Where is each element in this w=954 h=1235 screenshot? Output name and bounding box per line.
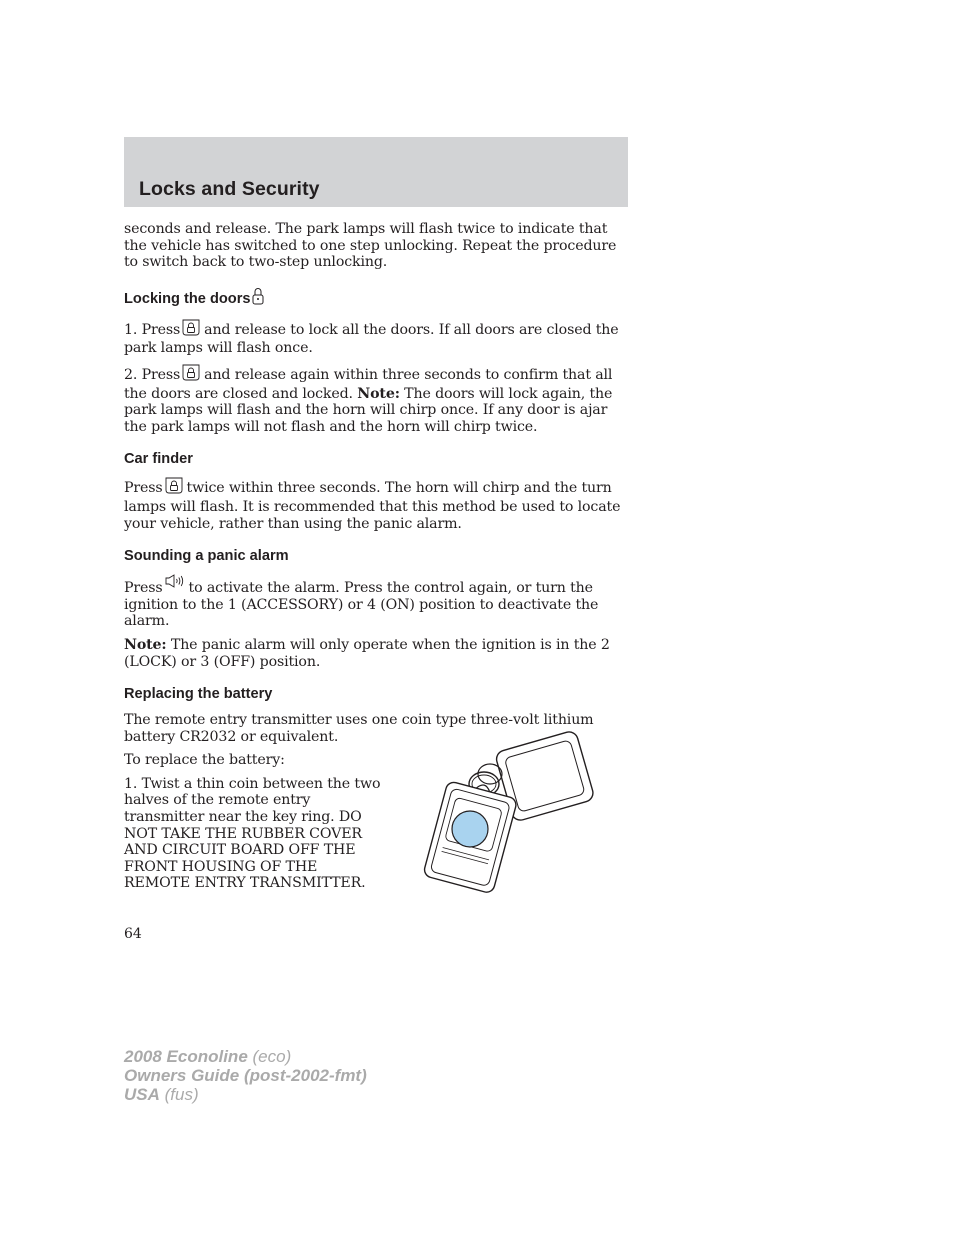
keyfob-illustration (423, 726, 603, 900)
panic-text: to activate the alarm. Press the control again, or turn the ignition to the 1 (ACCESSORY) or 4 (ON) position to deactivate the alarm. (124, 580, 599, 630)
footer-line-1 (124, 1047, 367, 1066)
locking-step-2-prefix: 2. Press (124, 366, 181, 383)
car-finder-text: twice within three seconds. The horn will chirp and the turn lamps will flash. It is recommended that this method be used to locate your vehicle, rather than using the panic alarm. (124, 480, 621, 532)
panic-horn-icon (165, 574, 185, 593)
panic-prefix: Press (124, 580, 163, 597)
footer-model: 2008 Econoline (124, 1047, 248, 1066)
panic-note-label: Note: (124, 636, 167, 653)
locking-step-1-text: and release to lock all the doors. If all doors are closed the park lamps will flash once. (124, 321, 619, 357)
heading-car-finder: Car finder (124, 451, 193, 468)
locking-step-2-text: and release again within three seconds to confirm that all the doors are closed and locked. (124, 366, 613, 402)
footer-market-code: (fus) (164, 1085, 199, 1104)
heading-panic-alarm: Sounding a panic alarm (124, 548, 289, 565)
footer-market: USA (124, 1085, 160, 1104)
battery-paragraph-1: The remote entry transmitter uses one coin type three-volt lithium battery CR2032 or equivalent. (124, 712, 594, 745)
footer-guide: Owners Guide (post-2002-fmt) (124, 1066, 367, 1085)
panic-note-text: The panic alarm will only operate when the ignition is in the 2 (LOCK) or 3 (OFF) position. (124, 636, 610, 670)
lock-icon (252, 287, 264, 310)
heading-locking-doors (124, 287, 628, 310)
footer-model-code: (eco) (252, 1047, 292, 1066)
lock-icon (182, 319, 200, 341)
locking-note-text: The doors will lock again, the park lamps will flash and the horn will chirp once. If any door is ajar the park lamps will not flash and the horn will chirp twice. (124, 385, 613, 435)
lock-icon (165, 477, 183, 499)
locking-step-1-prefix: 1. Press (124, 321, 181, 338)
section-header-band (124, 137, 628, 207)
intro-paragraph: seconds and release. The park lamps will flash twice to indicate that the vehicle has switched to one step unlocking. Repeat the procedure to switch back to two-step unlocking. (124, 221, 617, 271)
section-title: Locks and Security (139, 178, 320, 200)
footer-line-3 (124, 1085, 367, 1104)
footer-line-2 (124, 1066, 367, 1085)
locking-note-label: Note: (357, 385, 400, 402)
car-finder-prefix: Press (124, 480, 163, 497)
battery-paragraph-2: To replace the battery: (124, 752, 285, 769)
heading-locking-doors-text: Locking the doors (124, 290, 251, 307)
battery-step-1: 1. Twist a thin coin between the two halves of the remote entry transmitter near the key ring. DO NOT TAKE THE RUBBER COVER AND CIRCUIT BOARD OFF THE FRONT HOUSING OF THE REMOTE ENTRY TRANSMITTER. (124, 775, 381, 892)
document-footer (124, 1047, 367, 1104)
panic-paragraph (124, 574, 628, 630)
page-number: 64 (124, 926, 142, 942)
locking-step-1 (124, 319, 628, 357)
car-finder-paragraph (124, 477, 628, 532)
heading-replacing-battery: Replacing the battery (124, 686, 273, 703)
panic-note (124, 637, 628, 670)
locking-step-2 (124, 364, 628, 435)
lock-icon (182, 364, 200, 386)
